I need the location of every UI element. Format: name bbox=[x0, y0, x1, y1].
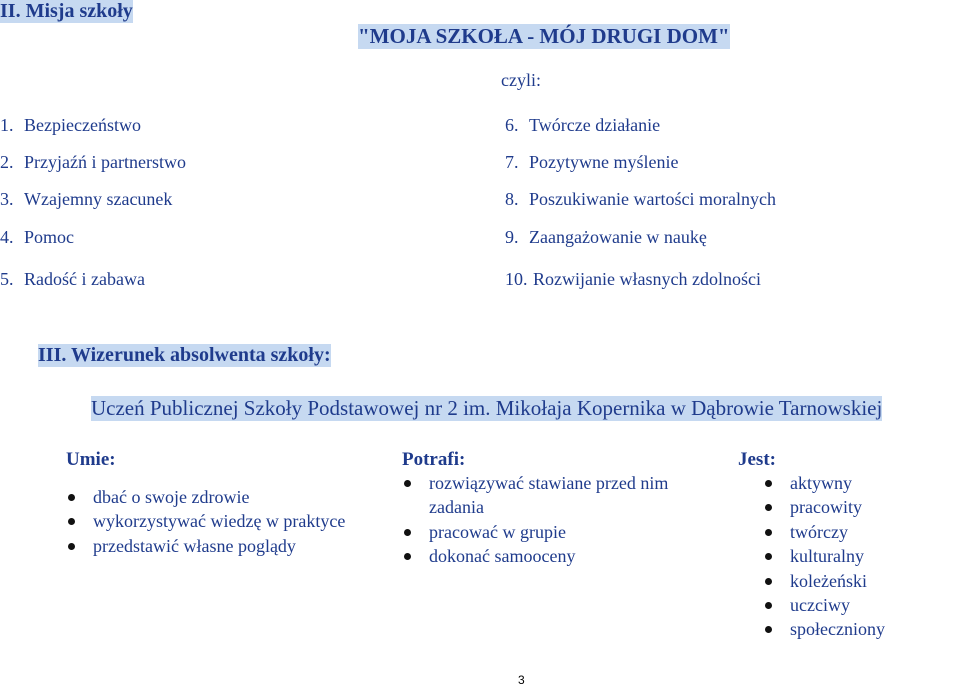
list-item: aktywny bbox=[763, 471, 885, 495]
abilities-list bbox=[402, 471, 668, 569]
value-item: 3. Wzajemny szacunek bbox=[0, 189, 173, 209]
bullet-icon bbox=[404, 553, 411, 560]
graduate-subtitle: Uczeń Publicznej Szkoły Podstawowej nr 2 im. Mikołaja Kopernika w Dąbrowie Tarnowskiej bbox=[91, 396, 883, 420]
value-item: 4. Pomoc bbox=[0, 227, 75, 247]
value-item: 1. Bezpieczeństwo bbox=[0, 115, 141, 135]
traits-list bbox=[763, 471, 885, 642]
list-item: twórczy bbox=[763, 520, 885, 544]
column-heading-jest: Jest: bbox=[738, 449, 776, 470]
list-item: pracować w grupie bbox=[402, 520, 668, 544]
list-item: pracowity bbox=[763, 495, 885, 519]
value-item: 10. Rozwijanie własnych zdolności bbox=[505, 269, 761, 289]
list-item: społeczniony bbox=[763, 617, 885, 641]
bullet-icon bbox=[68, 518, 75, 525]
bullet-icon bbox=[765, 553, 772, 560]
list-item: dbać o swoje zdrowie bbox=[66, 485, 345, 509]
school-motto: "MOJA SZKOŁA - MÓJ DRUGI DOM" bbox=[358, 24, 730, 48]
skills-list bbox=[66, 485, 345, 558]
value-item: 2. Przyjaźń i partnerstwo bbox=[0, 152, 186, 172]
mission-heading: II. Misja szkoły bbox=[0, 0, 133, 22]
column-heading-umie: Umie: bbox=[66, 449, 116, 470]
value-item: 8. Poszukiwanie wartości moralnych bbox=[505, 189, 776, 209]
list-item: rozwiązywać stawiane przed nim zadania bbox=[402, 471, 668, 520]
value-item: 9. Zaangażowanie w naukę bbox=[505, 227, 707, 247]
bullet-icon bbox=[765, 504, 772, 511]
graduate-heading: III. Wizerunek absolwenta szkoły: bbox=[38, 344, 331, 366]
list-item: przedstawić własne poglądy bbox=[66, 534, 345, 558]
page-number: 3 bbox=[518, 673, 525, 687]
bullet-icon bbox=[765, 529, 772, 536]
bullet-icon bbox=[404, 480, 411, 487]
value-item: 7. Pozytywne myślenie bbox=[505, 152, 679, 172]
value-item: 5. Radość i zabawa bbox=[0, 269, 145, 289]
value-item: 6. Twórcze działanie bbox=[505, 115, 661, 135]
column-heading-potrafi: Potrafi: bbox=[402, 449, 466, 470]
bullet-icon bbox=[404, 529, 411, 536]
bullet-icon bbox=[765, 578, 772, 585]
bullet-icon bbox=[68, 543, 75, 550]
motto-intro: czyli: bbox=[501, 70, 541, 90]
bullet-icon bbox=[765, 602, 772, 609]
bullet-icon bbox=[765, 626, 772, 633]
list-item: dokonać samooceny bbox=[402, 544, 668, 568]
list-item: wykorzystywać wiedzę w praktyce bbox=[66, 509, 345, 533]
list-item: uczciwy bbox=[763, 593, 885, 617]
list-item: koleżeński bbox=[763, 569, 885, 593]
bullet-icon bbox=[68, 494, 75, 501]
list-item: kulturalny bbox=[763, 544, 885, 568]
bullet-icon bbox=[765, 480, 772, 487]
